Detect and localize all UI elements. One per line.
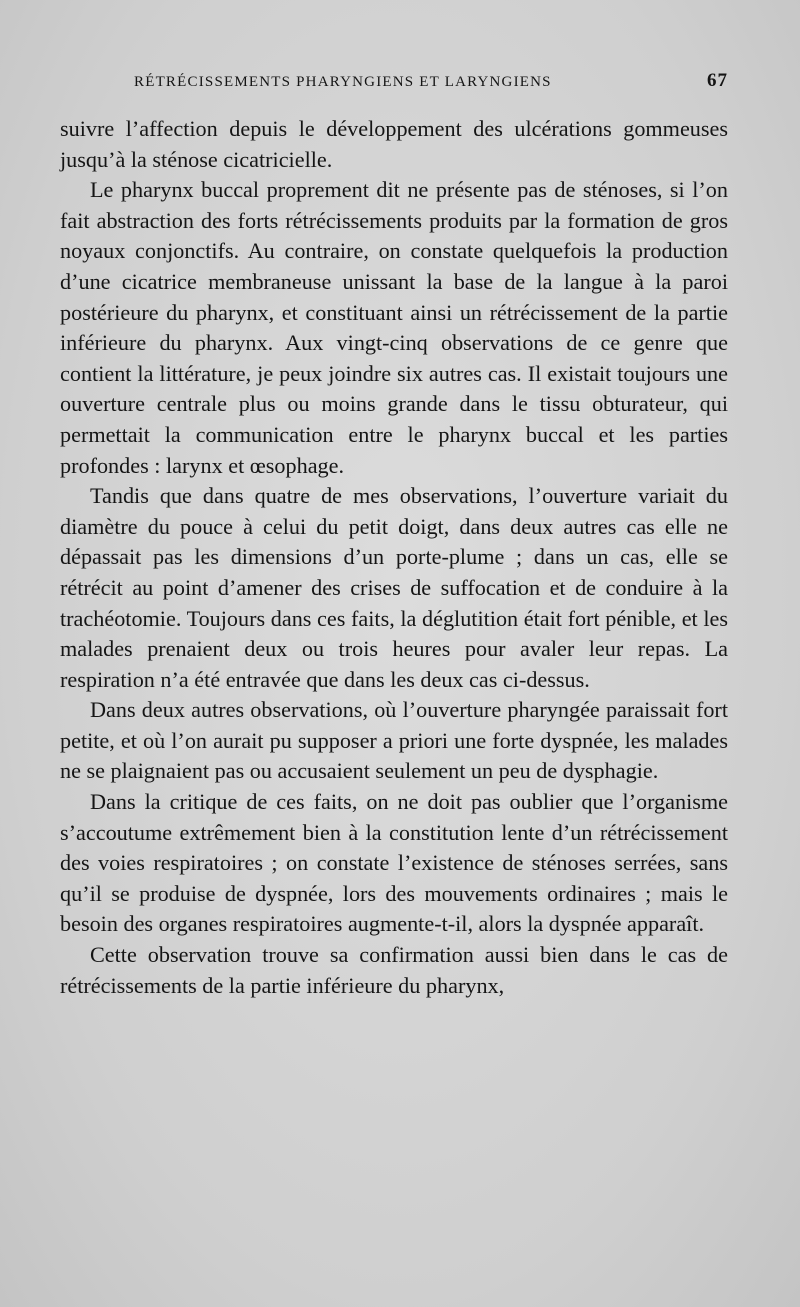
paragraph: Dans deux autres observations, où l’ouverture pharyngée paraissait fort petite, et où l’on aurait pu supposer a priori une forte dyspnée, les malades ne se plaignaient pas ou accusaient seulement un peu de dysphagie. <box>60 697 728 784</box>
paragraph: Tandis que dans quatre de mes observations, l’ouverture variait du diamètre du pouce à celui du petit doigt, dans deux autres cas elle ne dépassait pas les dimensions d’un porte-plume ; dans un cas, elle se rétrécit au point d’amener des crises de suffocation et de conduire à la trachéotomie. Toujours dans ces faits, la déglutition était fort pénible, et les malades prenaient deux ou trois heures pour avaler leur repas. La respiration n’a été entravée que dans les deux cas ci-dessus. <box>60 483 728 692</box>
running-head <box>60 70 728 96</box>
page-number: 67 <box>707 70 728 91</box>
paragraph: Le pharynx buccal proprement dit ne présente pas de sténoses, si l’on fait abstraction des forts rétrécissements produits par la formation de gros noyaux conjonctifs. Au contraire, on constate quelquefois la production d’une cicatrice membraneuse unissant la base de la langue à la paroi postérieure du pharynx, et constituant ainsi un rétrécissement de la partie inférieure du pharynx. Aux vingt-cinq observations de ce genre que contient la littérature, je peux joindre six autres cas. Il existait toujours une ouverture centrale plus ou moins grande dans le tissu obturateur, qui permettait la communication entre le pharynx buccal et les parties profondes : larynx et œsophage. <box>60 177 728 478</box>
paragraph: Dans la critique de ces faits, on ne doit pas oublier que l’organisme s’accoutume extrêmement bien à la constitution lente d’un rétrécissement des voies respiratoires ; on constate l’existence de sténoses serrées, sans qu’il se produise de dyspnée, lors des mouvements ordinaires ; mais le besoin des organes respiratoires augmente-t-il, alors la dyspnée apparaît. <box>60 789 728 937</box>
paragraph: Cette observation trouve sa confirmation aussi bien dans le cas de rétrécissements de la partie inférieure du pharynx, <box>60 942 728 998</box>
body-text <box>60 114 728 1001</box>
running-head-title: RÉTRÉCISSEMENTS PHARYNGIENS ET LARYNGIENS <box>134 74 552 90</box>
paragraph-continuation: suivre l’affection depuis le développement des ulcérations gommeuses jusqu’à la sténose cicatricielle. <box>60 116 728 172</box>
